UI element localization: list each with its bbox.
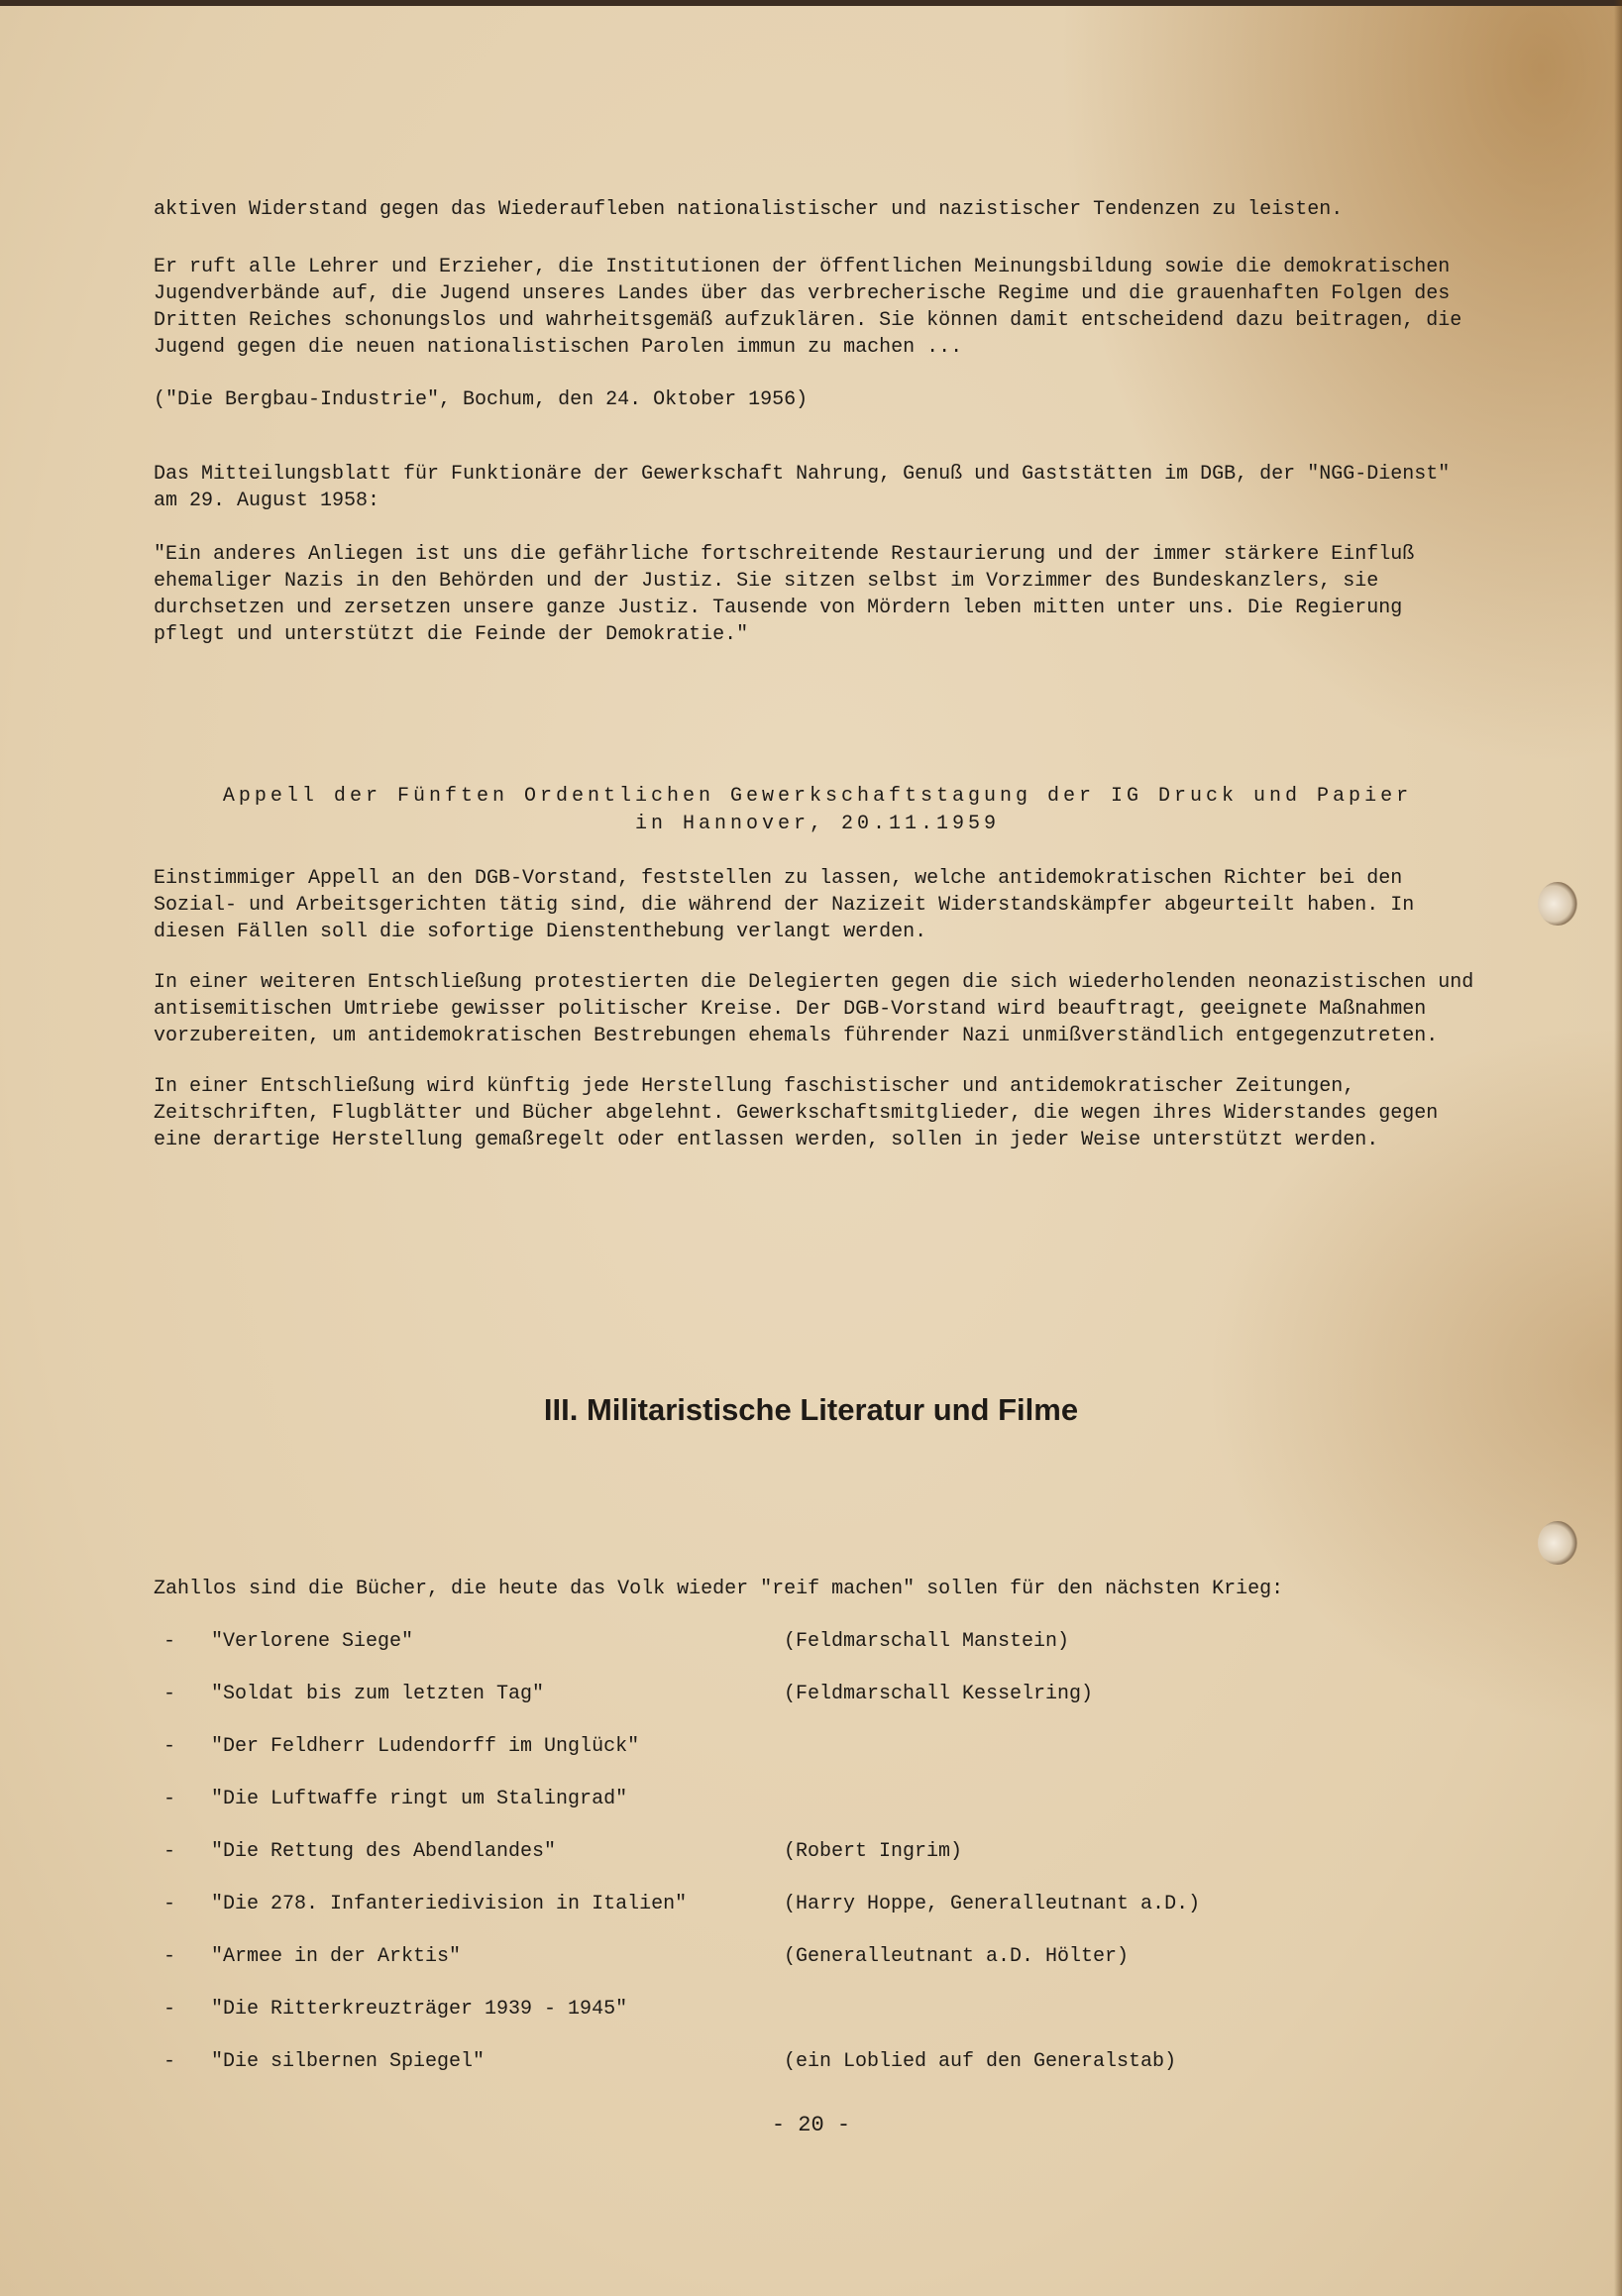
book-title: "Die Ritterkreuzträger 1939 - 1945"	[211, 1998, 628, 2021]
book-author: (Generalleutnant a.D. Hölter)	[784, 1945, 1130, 1968]
paragraph-lehrer-aufruf: Er ruft alle Lehrer und Erzieher, die Institutionen der öffentlichen Meinungsbildung sowie die demokratischen Jugendverbände auf, die Jugend unseres Landes über das verbrecherische Regime und die grauenhaften Folgen des Dritten Reiches schonungslos und wahrheitsgemäß aufzuklären. Sie können damit entscheidend dazu beitragen, die Jugend gegen die neuen nationalistischen Parolen immun zu machen ...	[154, 256, 1462, 359]
punch-hole-lower	[1538, 1521, 1577, 1565]
list-dash: -	[163, 1683, 176, 1705]
book-title: "Die silbernen Spiegel"	[211, 2050, 486, 2073]
list-dash: -	[163, 1788, 176, 1810]
list-item	[154, 1945, 1481, 1975]
punch-hole-upper	[1538, 882, 1577, 926]
list-dash: -	[163, 1735, 176, 1758]
appeal-title-line1: Appell der Fünften Ordentlichen Gewerkschaftstagung der IG Druck und Papier	[222, 785, 1413, 808]
paragraph-widerstand: aktiven Widerstand gegen das Wiederaufleben nationalistischer und nazistischer Tendenzen zu leisten.	[154, 198, 1344, 221]
quote-restaurierung: "Ein anderes Anliegen ist uns die gefährliche fortschreitende Restaurierung und der immer stärkere Einfluß ehemaliger Nazis in den Behörden und der Justiz. Sie sitzen selbst im Vorzimmer des Bundeskanzlers, sie durchsetzen und zersetzen unsere ganze Justiz. Tausende von Mördern leben mitten unter uns. Die Regierung pflegt und unterstützt die Feinde der Demokratie."	[154, 543, 1415, 646]
list-item	[154, 1998, 1481, 2027]
book-author: (Harry Hoppe, Generalleutnant a.D.)	[784, 1893, 1201, 1915]
book-author: (Feldmarschall Kesselring)	[784, 1683, 1094, 1705]
book-title: "Die 278. Infanteriedivision in Italien"	[211, 1893, 688, 1915]
list-item	[154, 1893, 1481, 1922]
book-title: "Verlorene Siege"	[211, 1630, 414, 1653]
list-dash: -	[163, 1945, 176, 1968]
list-dash: -	[163, 1893, 176, 1915]
list-item	[154, 1840, 1481, 1870]
book-list-intro: Zahllos sind die Bücher, die heute das Volk wieder "reif machen" sollen für den nächsten Krieg:	[154, 1578, 1284, 1600]
paragraph-ngg-dienst: Das Mitteilungsblatt für Funktionäre der Gewerkschaft Nahrung, Genuß und Gaststätten im DGB, der "NGG-Dienst" am 29. August 1958:	[154, 463, 1451, 512]
book-title: "Die Rettung des Abendlandes"	[211, 1840, 557, 1863]
list-dash: -	[163, 1840, 176, 1863]
source-citation: ("Die Bergbau-Industrie", Bochum, den 24. Oktober 1956)	[154, 388, 809, 411]
section-heading: III. Militaristische Literatur und Filme	[543, 1392, 1079, 1427]
list-item	[154, 1788, 1481, 1817]
book-title: "Die Luftwaffe ringt um Stalingrad"	[211, 1788, 628, 1810]
paragraph-entschliessung: In einer weiteren Entschließung protestierten die Delegierten gegen die sich wiederholenden neonazistischen und antisemitischen Umtriebe gewisser politischer Kreise. Der DGB-Vorstand wird beauftragt, geeignete Maßnahmen vorzubereiten, um antidemokratischen Bestrebungen ehemals führender Nazi unmißverständlich entgegenzutreten.	[154, 971, 1474, 1047]
list-dash: -	[163, 2050, 176, 2073]
list-item	[154, 1735, 1481, 1765]
paragraph-appell: Einstimmiger Appell an den DGB-Vorstand, feststellen zu lassen, welche antidemokratischen Richter bei den Sozial- und Arbeitsgerichten tätig sind, die während der Nazizeit Widerstandskämpfer abgeurteilt haben. In diesen Fällen soll die sofortige Dienstenthebung verlangt werden.	[154, 867, 1415, 943]
book-author: (Feldmarschall Manstein)	[784, 1630, 1070, 1653]
appeal-title-line2: in Hannover, 20.11.1959	[634, 813, 1001, 835]
paragraph-herstellung: In einer Entschließung wird künftig jede Herstellung faschistischer und antidemokratischer Zeitungen, Zeitschriften, Flugblätter und Bücher abgelehnt. Gewerkschaftsmitglieder, die wegen ihres Widerstandes gegen eine derartige Herstellung gemaßregelt oder entlassen werden, sollen in jeder Weise unterstützt werden.	[154, 1075, 1439, 1151]
page-right-edge	[1614, 0, 1622, 2296]
page-top-edge	[0, 0, 1622, 6]
list-item	[154, 1683, 1481, 1712]
book-author: (ein Loblied auf den Generalstab)	[784, 2050, 1177, 2073]
book-author: (Robert Ingrim)	[784, 1840, 963, 1863]
list-dash: -	[163, 1998, 176, 2021]
book-title: "Armee in der Arktis"	[211, 1945, 462, 1968]
page-number: - 20 -	[771, 2113, 851, 2137]
list-dash: -	[163, 1630, 176, 1653]
list-item	[154, 1630, 1481, 1660]
book-title: "Der Feldherr Ludendorff im Unglück"	[211, 1735, 640, 1758]
book-title: "Soldat bis zum letzten Tag"	[211, 1683, 545, 1705]
list-item	[154, 2050, 1481, 2080]
